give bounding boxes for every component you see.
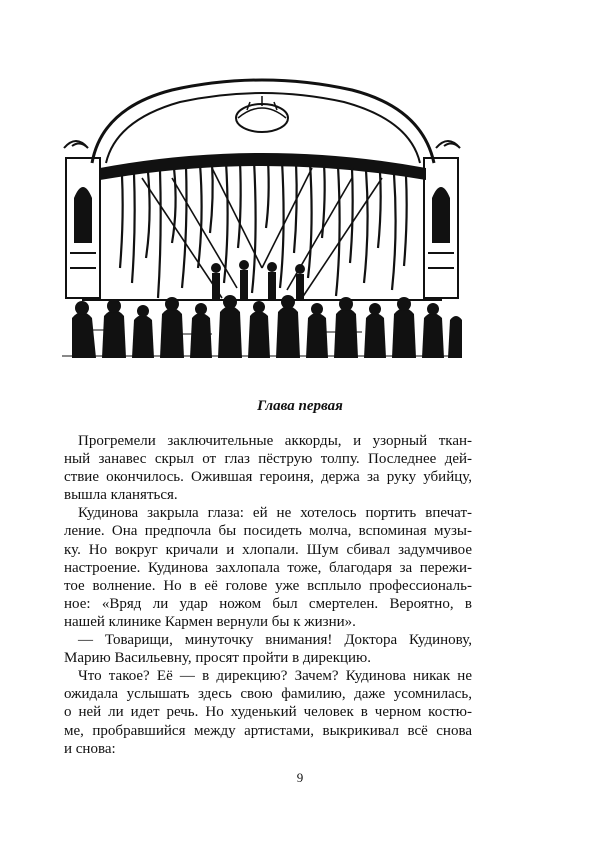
page-number: 9 xyxy=(296,770,304,785)
text-line: Кудинова закрыла глаза: ей не хотелось портить впечат- xyxy=(78,505,472,522)
text-line: ствие окончилось. Ожившая героиня, держа за руку убийцу, xyxy=(64,469,472,486)
text-line: ное: «Вряд ли удар ножом был смертелен. Вероятно, в xyxy=(64,595,472,612)
text-line: ме, пробравшийся между артистами, выкрикивал всё снова xyxy=(64,722,472,739)
text-line: ожидала услышать здесь свою фамилию, даже усомнилась, xyxy=(64,686,472,703)
text-line: и снова: xyxy=(64,740,116,757)
text-line: — Товарищи, минуточку внимания! Доктора Кудинову, xyxy=(78,632,472,649)
text-line: ку. Но вокруг кричали и хлопали. Шум сбивал задумчивое xyxy=(64,541,472,558)
text-line: настроение. Кудинова захлопала тоже, благодаря за пережи- xyxy=(64,559,472,576)
chapter-title: Глава первая xyxy=(257,398,343,414)
text-line: Что такое? Её — в дирекцию? Зачем? Кудинова никак не xyxy=(78,668,472,685)
theater-stage-illustration xyxy=(62,68,462,358)
text-line: тое волнение. Но в её голове уже всплыло профессиональ- xyxy=(64,577,472,594)
text-line: Прогремели заключительные аккорды, и узорный ткан- xyxy=(78,433,472,449)
text-line: нашей клинике Кармен вернули бы к жизни». xyxy=(64,613,356,630)
text-line: вышла кланяться. xyxy=(64,487,178,504)
text-line: ление. Она предпочла бы посидеть молча, вспоминая музы- xyxy=(64,523,472,540)
text-line: Марию Васильевну, просят пройти в дирекцию. xyxy=(64,650,372,667)
theater-stage-illustration-icon xyxy=(62,68,462,358)
text-line: о ней ли идет речь. Но худенький человек в черном костю- xyxy=(64,704,472,721)
text-line: ный занавес скрыл от глаз пёструю толпу. Последнее дей- xyxy=(64,451,472,468)
body-text xyxy=(64,432,472,758)
